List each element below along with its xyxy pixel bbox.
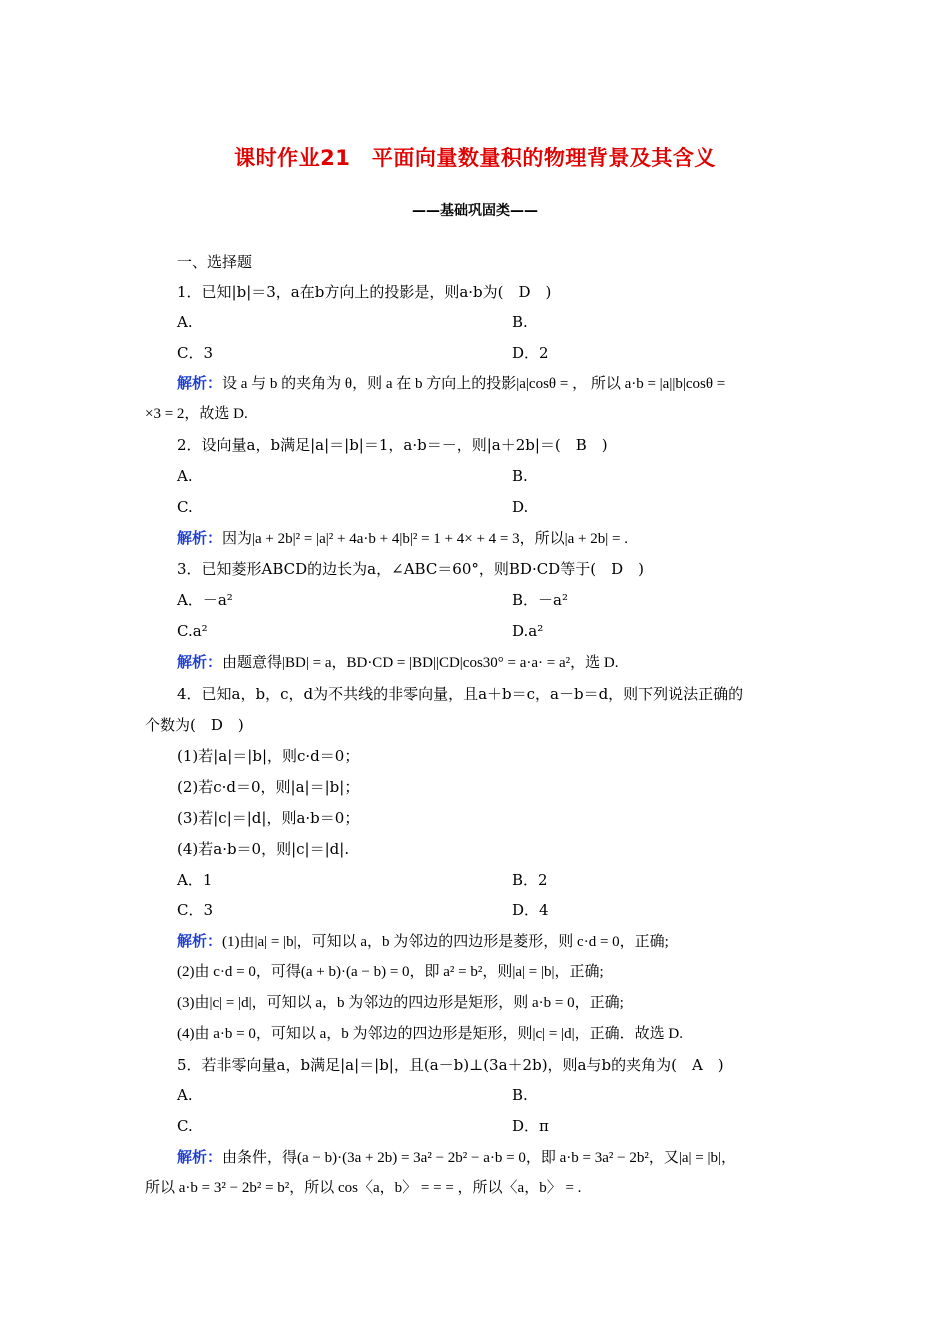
question-2-option-c: C. — [177, 498, 193, 516]
question-2-option-b: B. — [512, 467, 528, 485]
explanation-label: 解析： — [177, 529, 223, 547]
question-4-option-c: C．3 — [177, 901, 214, 919]
question-1-option-b: B. — [512, 313, 528, 331]
question-5-option-d: D．π — [512, 1117, 549, 1135]
question-3-stem: 3．已知菱形ABCD的边长为a，∠ABC＝60°，则BD·CD等于( D ) — [177, 560, 644, 578]
question-2-explanation — [177, 528, 628, 549]
question-3-option-a: A．－a² — [177, 591, 233, 609]
question-5-explanation — [177, 1147, 736, 1168]
explanation-text: (1)由|a| = |b|，可知以 a，b 为邻边的四边形是菱形，则 c·d = 0，正确; — [222, 934, 669, 950]
question-4-option-a: A．1 — [177, 871, 213, 889]
question-5-explanation-cont: 所以 a·b = 3² − 2b² = b²，所以 cos〈a，b〉 = = = ，所以〈a，b〉 = . — [145, 1180, 582, 1196]
question-4-explanation-line-3: (3)由|c| = |d|，可知以 a，b 为邻边的四边形是矩形，则 a·b = 0，正确; — [177, 995, 624, 1011]
question-1-option-d: D．2 — [512, 344, 549, 362]
section-subtitle: ——基础巩固类—— — [412, 203, 538, 219]
question-4-statement-3: (3)若|c|＝|d|，则a·b＝0； — [177, 809, 360, 827]
question-1-stem: 1．已知|b|＝3，a在b方向上的投影是，则a·b为( D ) — [177, 283, 552, 301]
question-5-option-b: B. — [512, 1086, 528, 1104]
question-2-stem: 2．设向量a，b满足|a|＝|b|＝1，a·b＝－，则|a＋2b|＝( B ) — [177, 436, 608, 454]
question-4-explanation-line-2: (2)由 c·d = 0，可得(a + b)·(a − b) = 0，即 a² = b²，则|a| = |b|，正确; — [177, 964, 604, 980]
section-heading: 一、选择题 — [177, 253, 253, 271]
question-4-stem-cont: 个数为( D ) — [145, 716, 244, 734]
question-4-stem: 4．已知a，b，c，d为不共线的非零向量，且a＋b＝c，a－b＝d，则下列说法正确的 — [177, 685, 744, 703]
question-1-option-c: C．3 — [177, 344, 214, 362]
explanation-text: 因为|a + 2b|² = |a|² + 4a·b + 4|b|² = 1 + 4× + 4 = 3，所以|a + 2b| = . — [222, 531, 628, 547]
question-3-option-b: B．－a² — [512, 591, 568, 609]
question-4-option-b: B．2 — [512, 871, 548, 889]
explanation-label: 解析： — [177, 932, 223, 950]
question-4-explanation — [177, 931, 669, 952]
question-5-option-c: C. — [177, 1117, 193, 1135]
explanation-label: 解析： — [177, 653, 223, 671]
question-5-stem: 5．若非零向量a，b满足|a|＝|b|，且(a－b)⊥(3a＋2b)，则a与b的夹角为( A ) — [177, 1056, 724, 1074]
question-2-option-d: D. — [512, 498, 529, 516]
explanation-text: 由条件，得(a − b)·(3a + 2b) = 3a² − 2b² − a·b = 0，即 a·b = 3a² − 2b²，又|a| = |b|， — [222, 1150, 736, 1166]
explanation-text: 由题意得|BD| = a，BD·CD = |BD||CD|cos30° = a·a· = a²，选 D. — [222, 655, 619, 671]
page-title: 课时作业21 平面向量数量积的物理背景及其含义 — [234, 146, 716, 170]
question-4-statement-2: (2)若c·d＝0，则|a|＝|b|； — [177, 778, 360, 796]
question-4-option-d: D．4 — [512, 901, 549, 919]
question-1-explanation-cont: ×3 = 2，故选 D. — [145, 406, 248, 422]
question-5-option-a: A. — [177, 1086, 193, 1104]
question-4-statement-4: (4)若a·b＝0，则|c|＝|d|. — [177, 840, 350, 858]
question-1-explanation — [177, 373, 725, 394]
question-3-option-c: C.a² — [177, 622, 208, 640]
question-4-explanation-line-4: (4)由 a·b = 0，可知以 a，b 为邻边的四边形是矩形，则|c| = |d|，正确．故选 D. — [177, 1026, 683, 1042]
question-3-option-d: D.a² — [512, 622, 544, 640]
explanation-text: 设 a 与 b 的夹角为 θ，则 a 在 b 方向上的投影|a|cosθ = ， 所以 a·b = |a||b|cosθ = — [222, 376, 726, 392]
question-4-statement-1: (1)若|a|＝|b|，则c·d＝0； — [177, 747, 360, 765]
explanation-label: 解析： — [177, 1148, 223, 1166]
question-1-option-a: A. — [177, 313, 193, 331]
question-3-explanation — [177, 652, 619, 673]
question-2-option-a: A. — [177, 467, 193, 485]
explanation-label: 解析： — [177, 374, 223, 392]
